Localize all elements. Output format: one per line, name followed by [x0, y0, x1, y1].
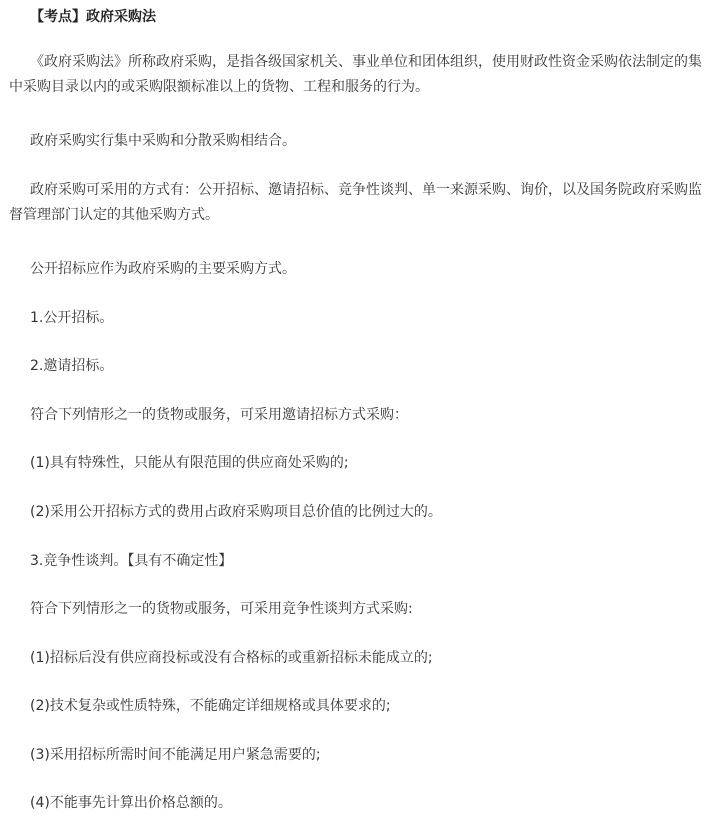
paragraph-invite-conditions: 符合下列情形之一的货物或服务，可采用邀请招标方式采购：: [30, 407, 408, 423]
paragraph-invite-cond-1: (1)具有特殊性，只能从有限范围的供应商处采购的;: [30, 455, 349, 471]
paragraph-negotiation-conditions: 符合下列情形之一的货物或服务，可采用竞争性谈判方式采购:: [30, 601, 413, 617]
paragraph-negotiation-cond-3: (3)采用招标所需时间不能满足用户紧急需要的;: [30, 747, 321, 763]
paragraph-main-method: 公开招标应作为政府采购的主要采购方式。: [30, 261, 296, 277]
paragraph-item-2: 2.邀请招标。: [30, 358, 114, 374]
paragraph-negotiation-cond-1: (1)招标后没有供应商投标或没有合格标的或重新招标未能成立的;: [30, 650, 433, 666]
paragraph-negotiation-cond-2: (2)技术复杂或性质特殊，不能确定详细规格或具体要求的;: [30, 698, 391, 714]
paragraph-principle: 政府采购实行集中采购和分散采购相结合。: [30, 133, 296, 149]
paragraph-definition: 《政府采购法》所称政府采购，是指各级国家机关、事业单位和团体组织，使用财政性资金采购依法制定的集中采购目录以内的或采购限额标准以上的货物、工程和服务的行为。: [9, 54, 702, 95]
paragraph-item-3: 3.竞争性谈判。【具有不确定性】: [30, 553, 233, 569]
section-title: 【考点】政府采购法: [30, 9, 156, 25]
paragraph-negotiation-cond-4: (4)不能事先计算出价格总额的。: [30, 795, 232, 811]
paragraph-invite-cond-2: (2)采用公开招标方式的费用占政府采购项目总价值的比例过大的。: [30, 504, 442, 520]
paragraph-methods: 政府采购可采用的方式有：公开招标、邀请招标、竞争性谈判、单一来源采购、询价，以及国务院政府采购监督管理部门认定的其他采购方式。: [9, 182, 702, 223]
paragraph-item-1: 1.公开招标。: [30, 310, 114, 326]
